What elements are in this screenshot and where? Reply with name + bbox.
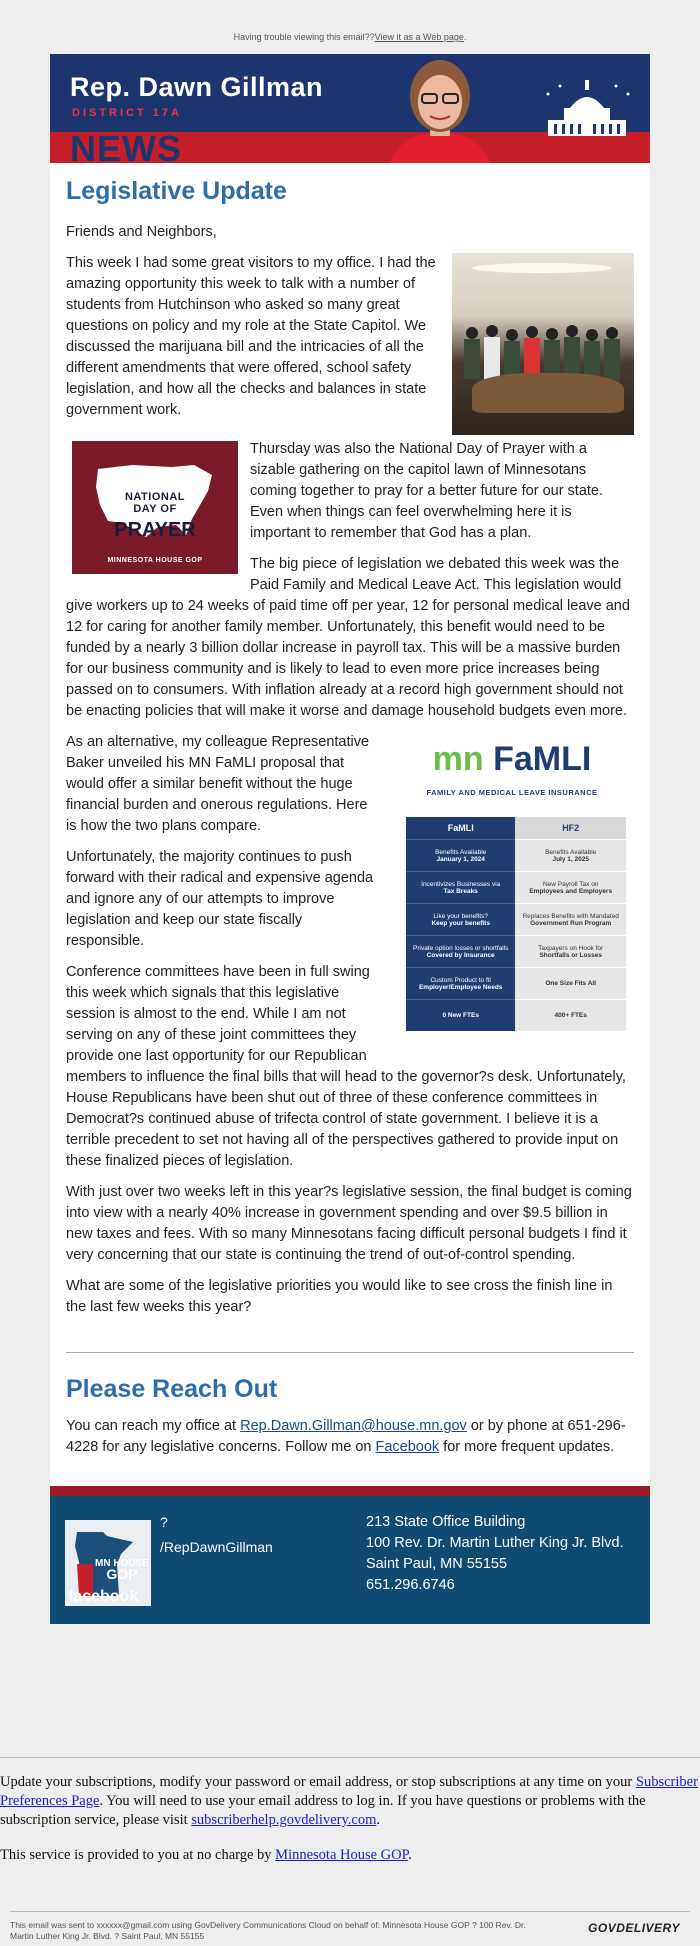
prayer-line3: PRAYER <box>114 519 196 541</box>
preheader-period: . <box>463 32 467 42</box>
table-row: Like your benefits? Keep your benefits Replaces Benefits with Mandated Government Run Program <box>406 904 626 936</box>
photo-ceiling-light <box>472 263 612 273</box>
office-address <box>366 1512 624 1596</box>
paragraph-prayer: Thursday was also the National Day of Prayer with a sizable gathering on the capitol lawn of Minnesotans coming together to pray for a better future for our state. Even when things can feel overwhelming here it is important to remember that God has a plan. <box>250 441 604 541</box>
provided-by-text: This service is provided to you at no charge by Minnesota House GOP. <box>0 1847 412 1863</box>
banner-rep-name: Rep. Dawn Gillman <box>70 72 324 102</box>
hf2-column-header: HF2 <box>515 817 626 840</box>
table-row: 0 New FTEs 400+ FTEs <box>406 1000 626 1032</box>
famli-comparison-graphic <box>390 732 634 1052</box>
email-link[interactable]: Rep.Dawn.Gillman@house.mn.gov <box>240 1418 467 1434</box>
paragraph-visitors: This week I had some great visitors to my office. I had the amazing opportunity this week to talk with a number of students from Hutchinson who asked so many great questions on policy and my role at the State Capitol. We discussed the marijuana bill and the intricacies of all the different amendments that were offered, school safety legislation, and how all the checks and balances in state government work. <box>66 255 436 418</box>
facebook-handle[interactable]: /RepDawnGillman <box>160 1539 273 1555</box>
capitol-icon <box>540 76 634 140</box>
famli-subtitle: FAMILY AND MEDICAL LEAVE INSURANCE <box>426 788 598 797</box>
famli-comparison-table <box>406 817 626 1031</box>
reach-out-text: You can reach my office at Rep.Dawn.Gillman@house.mn.gov or by phone at 651-296-4228 for any legislative concerns. Follow me on Facebook for more frequent updates. <box>66 1418 626 1455</box>
reach-out-heading: Please Reach Out <box>66 1375 278 1403</box>
paragraph-budget: With just over two weeks left in this year?s legislative session, the final budget is coming into view with a nearly 40% increase in government spending and over $9.5 billion in new taxes and fees. With so many Minnesotans facing difficult personal budgets I find it very concerning that our state is continuing the trend of out-of-control spending. <box>66 1184 632 1263</box>
table-row: Private option losses or shortfalls Covered by Insurance Taxpayers on Hook for Shortfalls or Losses <box>406 936 626 968</box>
address-line: 100 Rev. Dr. Martin Luther King Jr. Blvd. <box>366 1535 624 1551</box>
facebook-label[interactable]: facebook <box>68 1588 139 1605</box>
photo-table <box>472 373 624 413</box>
preheader-text: Having trouble viewing this email?? <box>233 32 375 42</box>
address-line: Saint Paul, MN 55155 <box>366 1556 508 1572</box>
prayer-footer: MINNESOTA HOUSE GOP <box>107 557 203 564</box>
famli-logo: mn FaMLI <box>432 740 592 778</box>
gop-logo-label: MN HOUSE GOP <box>95 1558 149 1582</box>
govdelivery-logo[interactable]: GOVDELIVERY <box>588 1921 680 1935</box>
day-of-prayer-graphic <box>72 441 238 574</box>
preheader <box>0 0 700 43</box>
greeting: Friends and Neighbors, <box>66 224 217 240</box>
paragraph-conference: Conference committees have been in full swing this week which signals that this legislative session is almost to the end. While I am not serving on any of these joint committees they provide one last opportunity for our Republican members to influence the final bills that will head to the governor?s desk. Unfortunately, House Republicans have been shut out of three of these conference committees in Democrat?s continued abuse of trifecta control of state government. I believe it is a terrible precedent to set not having all of the perspectives gathered to provide input on these finalized pieces of legislation. <box>66 964 626 1169</box>
newsletter-banner <box>50 54 650 163</box>
student-visit-photo <box>452 253 634 435</box>
office-phone: 651.296.6746 <box>366 1577 455 1593</box>
paragraph-famli: As an alternative, my colleague Representative Baker unveiled his MN FaMLI proposal that would offer a similar benefit without the huge financial burden and onerous regulations. Here is how the two plans compare. <box>66 734 370 834</box>
subscriber-preferences-link[interactable]: Subscriber Preferences Page <box>0 1774 698 1809</box>
legal-divider <box>10 1911 690 1912</box>
table-row: Custom Product to fit Employer/Employee Needs One Size Fits All <box>406 968 626 1000</box>
contact-footer <box>50 1496 650 1624</box>
rep-portrait-image <box>380 54 500 163</box>
paragraph-question: What are some of the legislative priorities you would like to see cross the finish line in the last few weeks this year? <box>66 1278 613 1315</box>
footer-question-mark: ? <box>160 1514 168 1530</box>
banner-district: DISTRICT 17A <box>72 107 182 119</box>
table-row: Incentivizes Businesses via Tax Breaks New Payroll Tax on Employees and Employers <box>406 872 626 904</box>
divider <box>66 1352 634 1353</box>
subscriber-help-link[interactable]: subscriberhelp.govdelivery.com <box>191 1812 377 1828</box>
main-content <box>50 163 650 1458</box>
banner-news: NEWS <box>70 128 182 163</box>
famli-column-header: FaMLI <box>406 817 515 840</box>
facebook-link[interactable]: Facebook <box>375 1439 440 1455</box>
table-row: Benefits Available January 1, 2024 Benefits Available July 1, 2025 <box>406 840 626 872</box>
address-line: 213 State Office Building <box>366 1514 526 1530</box>
minnesota-house-gop-link[interactable]: Minnesota House GOP <box>275 1847 409 1863</box>
footer-red-line <box>50 1486 650 1496</box>
paragraph-majority: Unfortunately, the majority continues to push forward with their radical and expensive agenda and ignore any of our attempts to improve legislation and keep our state fiscally responsible. <box>66 849 374 949</box>
legal-text: This email was sent to xxxxxx@gmail.com using GovDelivery Communications Cloud on behalf of: Minnesota House GOP ? 100 Rev. Dr. Martin Luther King Jr. Blvd. ? Saint Paul, MN 55155 <box>10 1920 526 1941</box>
subscription-section <box>0 1757 700 1881</box>
subscription-text: Update your subscriptions, modify your password or email address, or stop subscriptions at any time on your Subscriber Preferences Page. You will need to use your email address to log in. If you have questions or problems with the subscription service, please visit subscriberhelp.govdelivery.com. <box>0 1774 698 1828</box>
page-title: Legislative Update <box>66 177 287 205</box>
email-body <box>50 54 650 1624</box>
view-web-page-link[interactable]: View it as a Web page <box>374 32 464 42</box>
prayer-line1: NATIONAL DAY OF <box>124 491 185 515</box>
paragraph-paid-leave: The big piece of legislation we debated this week was the Paid Family and Medical Leave Act. This legislation would give workers up to 24 weeks of paid time off per year, 12 for personal medical leave and 12 for caring for another family member. Unfortunately, this benefit would need to be funded by a nearly 3 billion dollar increase in payroll tax. This will be a massive burden for our business community and is likely to lead to even more price increases being passed on to consumers. With inflation already at a record high government should not be enacting policies that will make it worse and damage household budgets even more. <box>66 556 630 719</box>
